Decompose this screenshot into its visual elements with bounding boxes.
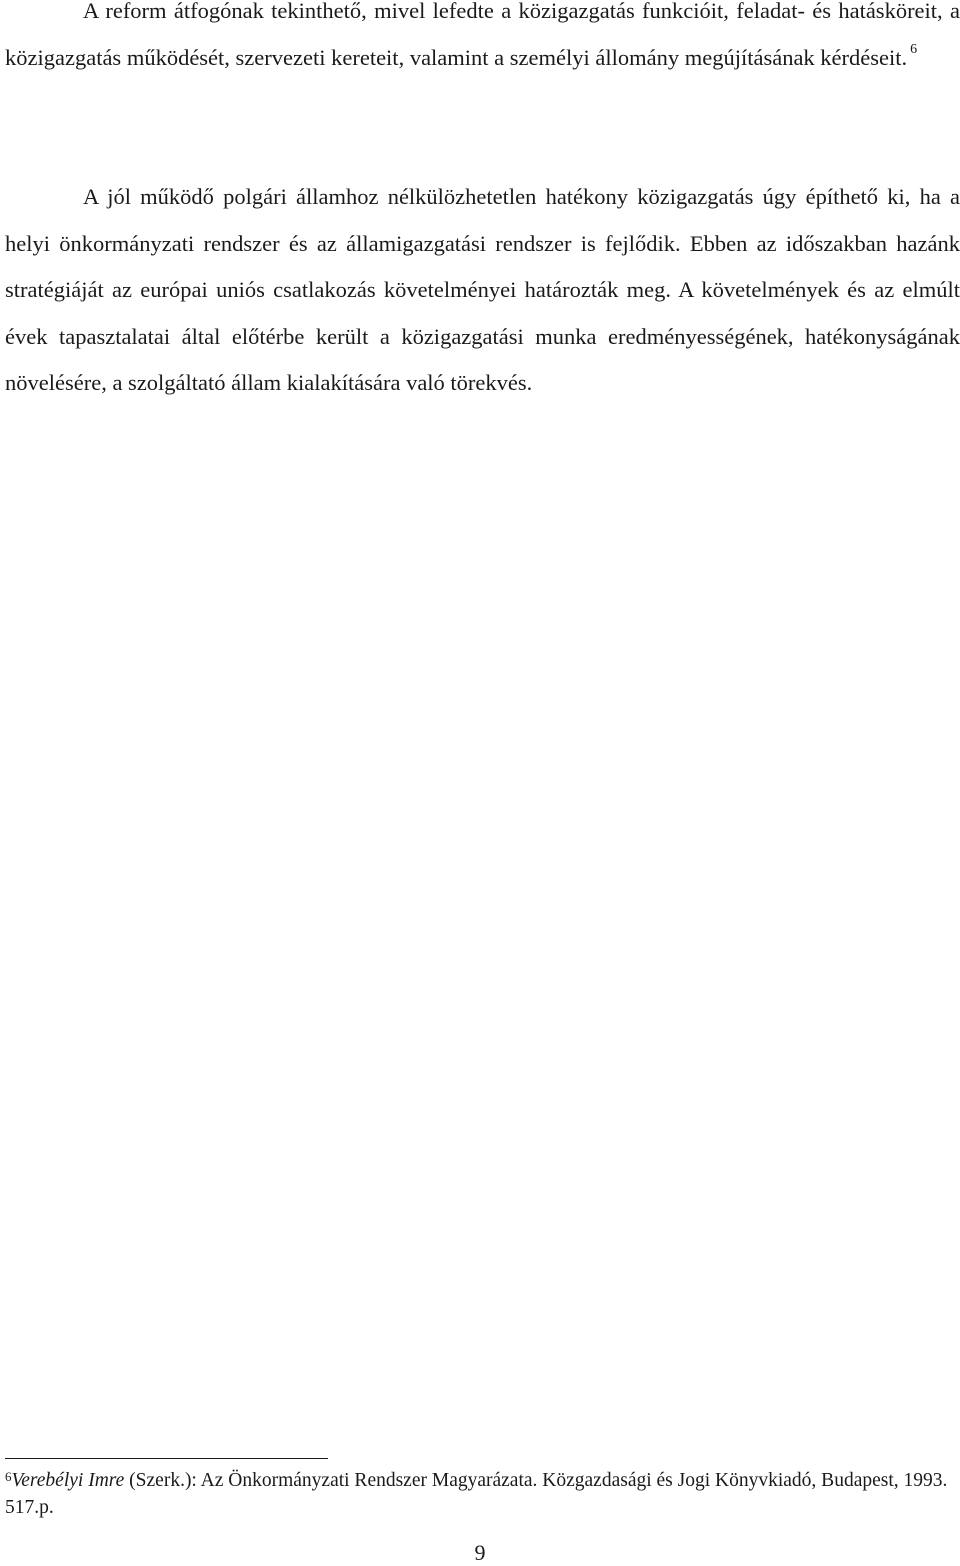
footnote-author: Verebélyi Imre	[11, 1470, 125, 1491]
page-number: 9	[474, 1540, 486, 1565]
footnote-separator	[5, 1458, 328, 1459]
paragraph-reform	[5, 0, 960, 81]
footnote	[5, 1467, 960, 1521]
paragraph-text: A reform átfogónak tekinthető, mivel lefedte a közigazgatás funkcióit, feladat- és hatásköreit, a közigazgatás működését, szervezeti kereteit, valamint a személyi állomány megújításának kérdéseit.	[5, 0, 960, 70]
footnote-number: 6	[5, 1469, 12, 1484]
paragraph-public-administration	[5, 174, 960, 407]
footnote-reference[interactable]: 6	[910, 41, 918, 57]
footnote-text: (Szerk.): Az Önkormányzati Rendszer Magyarázata. Közgazdasági és Jogi Könyvkiadó, Budapest, 1993. 517.p.	[5, 1470, 948, 1518]
paragraph-text: A jól működő polgári államhoz nélkülözhetetlen hatékony közigazgatás úgy építhető ki, ha a helyi önkormányzati rendszer és az államigazgatási rendszer is fejlődik. Ebben az időszakban hazánk stratégiáját az európai uniós csatlakozás követelményei határozták meg. A követelmények és az elmúlt évek tapasztalatai által előtérbe került a közigazgatási munka eredményességének, hatékonyságának növelésére, a szolgáltató állam kialakítására való törekvés.	[5, 184, 960, 395]
